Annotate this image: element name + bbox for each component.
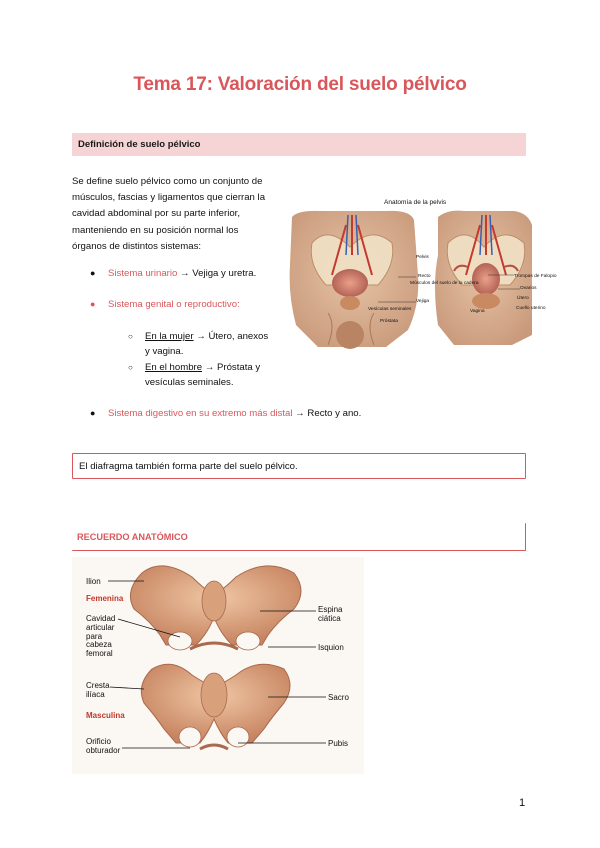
label-isquion: Isquion: [318, 643, 344, 652]
label-cavidad: para: [86, 632, 103, 641]
label-trompas: Trompas de Falopio: [514, 274, 557, 279]
female-bladder: [472, 293, 500, 309]
sub-list-item: [128, 360, 288, 390]
sub-item-label: En la mujer: [145, 331, 194, 342]
label-vejiga: Vejiga: [416, 299, 430, 304]
pelvis-anatomy-figure: [288, 185, 557, 355]
intro-line: músculos, fascias y ligamentos que cierran la: [72, 192, 266, 204]
sub-bullet-glyph: ○: [128, 332, 133, 341]
intro-line: Se define suelo pélvico como un conjunto de: [72, 176, 263, 187]
bullet-label: Sistema urinario: [108, 268, 178, 279]
label-cavidad: cabeza: [86, 640, 112, 649]
label-cavidad: articular: [86, 623, 115, 632]
label-cavidad: Cavidad: [86, 614, 116, 623]
section-heading-band: [72, 133, 526, 156]
bullet-label: Sistema digestivo en su extremo más distal: [108, 408, 293, 419]
sub-item-text-cont: vesículas seminales.: [145, 377, 234, 388]
female-uterus: [472, 263, 500, 295]
label-cavidad: femoral: [86, 649, 113, 658]
label-vagina: Vagina: [470, 309, 485, 314]
label-orificio: Orificio: [86, 737, 111, 746]
intro-paragraph: [72, 174, 282, 255]
intro-line: órganos de distintos sistemas:: [72, 240, 202, 252]
section-heading-box: [72, 523, 526, 551]
intro-line: manteniendo en su posición normal los: [72, 224, 239, 236]
label-espina: Espina: [318, 605, 343, 614]
list-item: [90, 266, 290, 281]
sub-item-label: En el hombre: [145, 362, 203, 373]
bullet-glyph: ●: [90, 268, 96, 278]
note-box: [72, 453, 526, 479]
label-masculina: Masculina: [86, 711, 125, 720]
male-prostate: [340, 296, 360, 310]
section-heading: RECUERDO ANATÓMICO: [77, 532, 188, 542]
label-espina: ciática: [318, 614, 341, 623]
intro-line: cavidad abdominal por su parte inferior,: [72, 208, 240, 220]
label-ovarios: Ovarios: [520, 286, 537, 291]
label-muscles: Músculos del suelo de la cadera: [410, 281, 479, 286]
label-ilion: Ilion: [86, 577, 101, 586]
label-pubis: Pubis: [328, 739, 349, 748]
note-text: El diafragma también forma parte del suelo pélvico.: [79, 461, 298, 472]
sub-list-item: [128, 329, 288, 359]
bullet-glyph: ●: [90, 408, 96, 418]
sub-bullet-glyph: ○: [128, 363, 133, 372]
male-bladder: [332, 269, 368, 297]
list-item: [90, 406, 510, 421]
label-recto: Recto: [418, 274, 431, 279]
sub-item-text: → Útero, anexos: [193, 331, 269, 342]
list-item: [90, 297, 290, 312]
label-orificio: obturador: [86, 746, 121, 755]
label-prostata: Próstata: [380, 319, 398, 324]
section-heading: Definición de suelo pélvico: [78, 139, 201, 150]
label-femenina: Femenina: [86, 594, 124, 603]
label-utero: Útero: [517, 296, 529, 301]
sub-item-text: → Próstata y: [202, 362, 261, 373]
sub-item-text-cont: y vagina.: [145, 346, 184, 357]
label-cresta: Cresta: [86, 681, 110, 690]
page-title: Tema 17: Valoración del suelo pélvico: [133, 74, 467, 95]
bullet-label: Sistema genital o reproductivo:: [108, 299, 240, 310]
label-vesiculas: Vesículas seminales: [368, 307, 412, 312]
pelvis-bones-figure: [72, 557, 364, 774]
bullet-text: → Vejiga y uretra.: [177, 268, 257, 279]
page-number: 1: [519, 797, 526, 809]
bullet-text: → Recto y ano.: [292, 408, 362, 419]
label-sacro: Sacro: [328, 693, 349, 702]
bullet-glyph: ●: [90, 299, 96, 309]
figure-title: Anatomía de la pelvis: [384, 199, 447, 206]
label-pelvis: Pelvis: [416, 255, 429, 260]
label-cresta: ilíaca: [86, 690, 105, 699]
label-cuello: Cuello uterino: [516, 306, 546, 311]
